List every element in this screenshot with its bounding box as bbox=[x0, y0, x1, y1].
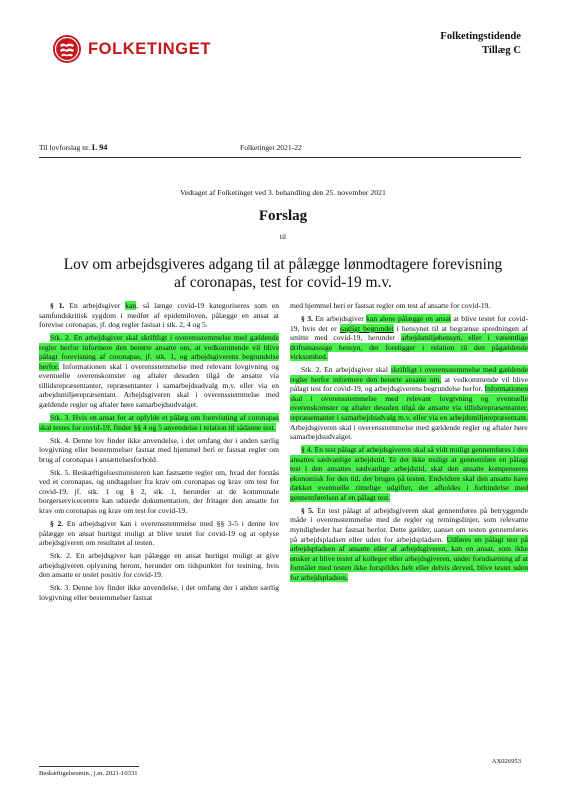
section-1: § 1. En arbejdsgiver kan, så længe covid-19 kategoriseres som en samfundskritisk sygdom i medfør af epidemiloven, pålægge en ansat at forevise coronapas, jf. dog regler fastsat i stk. 2, 4 og 5. bbox=[39, 301, 280, 330]
highlight: § 4. En test pålagt af arbejdsgiveren skal så vidt muligt gennemføres i den ansattes sædvanlige arbejdstid. Er det ikke muligt at gennemføre en pålagt test i den ansattes sædvanlige arbejdstid, skal den ansatte kompenseres økonomisk for den tid, der bruges på testen. Endvidere skal den ansatte have dækket eventuelle rimelige udgifter, der afholdes i forbindelse med gennemførelsen af en pålagt test. bbox=[290, 445, 528, 502]
section-2: § 2. En arbejdsgiver kan i overensstemmelse med §§ 3-5 i denne lov pålægge en ansat hurtigst muligt at blive testet for covid-19 og at oplyse arbejdsgiveren om resultatet af testen. bbox=[39, 518, 279, 548]
section-2-stk-3: Stk. 3. Denne lov finder ikke anvendelse, i det omfang der i anden særlig lovgivning eller bestemmelser fastsat bbox=[39, 583, 279, 602]
section-4 bbox=[290, 445, 528, 502]
section-1-stk-2: Stk. 2. En arbejdsgiver skal skriftligt i overensstemmelse med gældende regler herfor informere den berørte ansatte om, at vedkommende vil blive pålagt forevisning af coronapas, jf. stk. 1, og arbejdsgiverens begrundelse herfor. Informationen skal i overensstemmelse med relevant lovgivning og eventuelle overenskomster og aftaler desuden tilgå de ansatte via tillidsrepræsentanter, repræsentanter i samarbejdsudvalg m.v. eller via en arbejdsmiljørepræsentant. Arbejdsgiveren skal i overensstemmelse med gældende regler og aftaler høre samarbejdsudvalget. bbox=[39, 333, 279, 409]
forslag-heading: Forslag bbox=[258, 208, 308, 224]
bill-number: L 94 bbox=[91, 143, 108, 152]
highlight: Informationen skal i overensstemmelse med relevant lovgivning og eventuelle overenskomster og aftaler desuden tilgå de ansatte via tillidsrepræsentanter, repræsentanter i samarbejdsudvalg m.v. eller via en arbejdsmiljørepræsentant. bbox=[290, 384, 528, 423]
highlight: kan alene pålægge en ansat bbox=[366, 314, 451, 324]
section-5: § 5. En test pålagt af arbejdsgiveren skal gennemføres på betryggende måde i overensstemmelse med de regler og retningslinjer, som relevante myndigheder har fastsat herfor. Dette gælder, uanset om testen gennemføres på arbejdspladsen eller uden for arbejdspladsen. Udføres en pålagt test på arbejdspladsen af ansatte eller af arbejdsgiveren, kan en ansat, som ikke ønsker at blive testet af kolleger eller arbejdsgiveren, under forudsætning af at formålet med testen ikke forspildes helt eller delvis derved, blive testet uden for arbejdspladsen. bbox=[290, 505, 529, 582]
section-3-stk-2: Stk. 2. En arbejdsgiver skal skriftligt i overensstemmelse med gældende regler herfor informere den berørte ansatte om, at vedkommende vil blive pålagt test for covid-19, og arbejdsgiverens begrundelse herfor. Informationen skal i overensstemmelse med relevant lovgivning og eventuelle overenskomster og aftaler desuden tilgå de ansatte via tillidsrepræsentanter, repræsentanter i samarbejdsudvalg m.v. eller via en arbejdsmiljørepræsentant. Arbejdsgiveren skal i overensstemmelse med gældende regler og aftaler høre samarbejdsudvalget. bbox=[290, 365, 528, 442]
folketinget-logo bbox=[52, 34, 211, 64]
section-1-stk-3 bbox=[39, 413, 279, 432]
supplement-label: Tillæg C bbox=[482, 44, 521, 56]
highlight: Stk. 2. En arbejdsgiver skal skriftligt i overensstemmelse med gældende regler herfor informere den berørte ansatte om, at vedkommende vil blive pålagt forevisning af coronapas, jf. stk. 1, og arbejdsgiverens begrundelse herfor. bbox=[39, 333, 279, 371]
document-code: AX026953 bbox=[491, 758, 521, 765]
header-rule bbox=[39, 157, 521, 158]
section-1-stk-5: Stk. 5. Beskæftigelsesministeren kan fastsætte regler om, hvad der forstås ved et coronapas, og undtagelser fra krav om coronapas og krav om test for covid-19, jf. stk. 1 og § 2, stk. 1, herunder at de kommunale borgerservicecentre kan udstede dokumentation, der fritager den ansatte for krav om coronapas og krav om test for covid-19. bbox=[39, 467, 279, 515]
section-1-stk-4: Stk. 4. Denne lov finder ikke anvendelse, i det omfang der i anden særlig lovgivning eller bestemmelser fastsat med hjemmel heri er fastsat regler om brug af coronapas i ansættelsesforhold. bbox=[39, 435, 279, 464]
highlight: sagligt begrundet bbox=[339, 323, 394, 333]
highlight: kan bbox=[125, 301, 137, 310]
publication-title: Folketingstidende bbox=[440, 31, 521, 42]
session-label: Folketinget 2021-22 bbox=[240, 143, 302, 152]
section-2-stk-2: Stk. 2. En arbejdsgiver kan pålægge en ansat hurtigst muligt at give arbejdsgiveren oplysning herom, herunder om tidspunktet for testning, hvis den ansatte er testet positiv for covid-19. bbox=[39, 551, 279, 580]
publication-heading bbox=[440, 30, 521, 57]
til-label: til bbox=[279, 232, 287, 241]
law-title: Lov om arbejdsgiveres adgang til at pålægge lønmodtagere forevisning af coronapas, test for covid-19 m.v. bbox=[63, 256, 503, 291]
footer-rule bbox=[39, 766, 139, 767]
adopted-line: Vedtaget af Folketinget ved 3. behandling den 25. november 2021 bbox=[180, 188, 386, 197]
body-column-left bbox=[39, 301, 279, 606]
parliament-crest-icon bbox=[52, 34, 82, 64]
highlight: arbejdsmiljøhensyn, eller i væsentlige driftsmæssige hensyn, der foreligger i relation til den pågældende virksomhed. bbox=[290, 333, 529, 362]
section-3: § 3. En arbejdsgiver kan alene pålægge en ansat at blive testet for covid-19, hvis det er sagligt begrundet i hensynet til at begrænse spredningen af smitte med covid-19, herunder arbejdsmiljøhensyn, eller i væsentlige driftsmæssige hensyn, der foreligger i relation til den pågældende virksomhed. bbox=[290, 314, 529, 362]
highlight: Stk. 3. Hvis en ansat for at opfylde et pålæg om forevisning af coronapas skal testes for covid-19, finder §§ 4 og 5 anvendelse i relation til sådanne test. bbox=[39, 413, 279, 432]
highlight: Udføres en pålagt test på arbejdspladsen af ansatte eller af arbejdsgiveren, kan en ansat, som ikke ønsker at blive testet af kolleger eller arbejdsgiveren, under forudsætning af at formålet med testen ikke forspildes helt eller delvis derved, blive testet uden for arbejdspladsen. bbox=[290, 534, 528, 582]
highlight: skriftligt i overensstemmelse med gældende regler herfor informere den berørte ansatte om, bbox=[290, 365, 528, 384]
body-column-right bbox=[290, 301, 528, 586]
bill-reference: Til lovforslag nr. L 94 bbox=[39, 143, 108, 152]
logo-text: FOLKETINGET bbox=[88, 39, 212, 58]
section-2-stk-3-cont: med hjemmel heri er fastsat regler om test af ansatte for covid-19. bbox=[290, 301, 491, 310]
ministry-reference: Beskæftigelsesmin., j.nr. 2021-10331 bbox=[39, 770, 138, 777]
